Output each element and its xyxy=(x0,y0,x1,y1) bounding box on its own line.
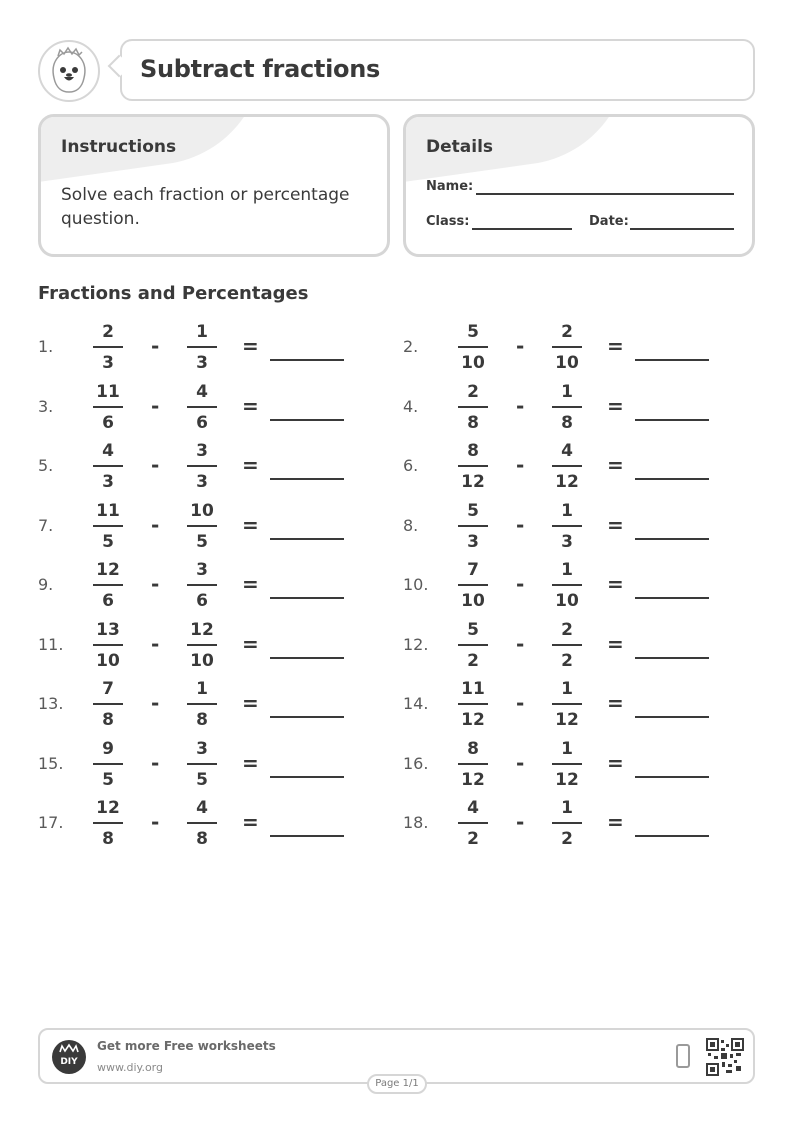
page-number-badge: Page 1/1 xyxy=(367,1074,427,1094)
denominator: 12 xyxy=(555,710,579,730)
answer-blank[interactable] xyxy=(270,657,344,659)
fraction-subtrahend xyxy=(187,500,217,553)
equals-sign: = xyxy=(242,750,259,775)
fraction-minuend xyxy=(458,619,488,672)
section-title: Fractions and Percentages xyxy=(38,283,309,304)
equals-sign: = xyxy=(242,631,259,656)
fraction-subtrahend xyxy=(552,738,582,791)
fraction-bar xyxy=(187,525,217,527)
equals-sign: = xyxy=(242,691,259,715)
date-field[interactable] xyxy=(630,228,734,230)
problem-number: 1. xyxy=(38,337,54,356)
minus-sign: - xyxy=(151,691,160,715)
instructions-panel xyxy=(38,114,390,257)
denominator: 5 xyxy=(102,531,114,552)
equals-sign: = xyxy=(607,810,624,834)
answer-blank[interactable] xyxy=(270,597,344,599)
problem-16 xyxy=(403,738,723,788)
numerator: 4 xyxy=(196,381,208,402)
numerator: 12 xyxy=(96,798,120,818)
denominator: 10 xyxy=(555,591,579,611)
fraction-minuend xyxy=(458,500,488,553)
numerator: 11 xyxy=(96,381,120,402)
numerator: 11 xyxy=(96,500,120,521)
minus-sign: - xyxy=(151,572,160,596)
fraction-bar xyxy=(552,584,582,586)
fraction-bar xyxy=(552,346,582,348)
fraction-minuend xyxy=(93,619,123,672)
numerator: 9 xyxy=(102,738,114,759)
fraction-subtrahend xyxy=(187,738,217,791)
denominator: 3 xyxy=(196,353,208,373)
mascot-drawing xyxy=(40,42,98,100)
diy-logo-drawing xyxy=(52,1040,86,1074)
answer-blank[interactable] xyxy=(270,359,344,361)
fraction-bar xyxy=(458,703,488,705)
denominator: 10 xyxy=(96,650,120,671)
problem-number: 17. xyxy=(38,813,64,832)
fraction-bar xyxy=(187,465,217,467)
numerator: 2 xyxy=(561,619,573,640)
fraction-bar xyxy=(187,703,217,705)
fraction-bar xyxy=(552,703,582,705)
problem-number: 9. xyxy=(38,575,54,594)
numerator: 3 xyxy=(196,738,208,759)
problem-number: 16. xyxy=(403,753,429,773)
minus-sign: - xyxy=(151,393,160,418)
fraction-subtrahend xyxy=(552,619,582,672)
numerator: 3 xyxy=(196,560,208,580)
denominator: 6 xyxy=(102,591,114,611)
fraction-bar xyxy=(187,406,217,408)
page-title: Subtract fractions xyxy=(140,55,380,83)
minus-sign: - xyxy=(516,750,525,775)
answer-blank[interactable] xyxy=(635,835,709,837)
answer-blank[interactable] xyxy=(635,716,709,718)
problem-1 xyxy=(38,321,358,371)
fraction-bar xyxy=(552,822,582,824)
numerator: 4 xyxy=(196,798,208,818)
fraction-bar xyxy=(458,644,488,646)
denominator: 8 xyxy=(196,829,208,849)
numerator: 1 xyxy=(561,798,573,818)
problem-15 xyxy=(38,738,358,788)
fraction-bar xyxy=(552,644,582,646)
problem-number: 13. xyxy=(38,694,64,713)
fraction-bar xyxy=(93,822,123,824)
equals-sign: = xyxy=(607,691,624,715)
numerator: 8 xyxy=(467,441,479,461)
denominator: 3 xyxy=(102,472,114,492)
answer-blank[interactable] xyxy=(270,478,344,480)
answer-blank[interactable] xyxy=(270,716,344,718)
denominator: 12 xyxy=(555,472,579,492)
minus-sign: - xyxy=(516,572,525,596)
problem-14 xyxy=(403,678,723,728)
fraction-bar xyxy=(187,346,217,348)
minus-sign: - xyxy=(151,810,160,834)
numerator: 4 xyxy=(102,441,114,461)
denominator: 10 xyxy=(555,353,579,373)
minus-sign: - xyxy=(151,750,160,775)
denominator: 5 xyxy=(196,531,208,552)
problem-number: 6. xyxy=(403,456,419,475)
fraction-bar xyxy=(187,822,217,824)
numerator: 5 xyxy=(467,500,479,521)
fraction-minuend xyxy=(93,500,123,553)
minus-sign: - xyxy=(151,512,160,537)
fraction-subtrahend xyxy=(552,440,582,493)
denominator: 12 xyxy=(461,769,485,790)
problem-number: 12. xyxy=(403,634,429,654)
fraction-bar xyxy=(458,584,488,586)
problem-number: 8. xyxy=(403,515,419,535)
fraction-bar xyxy=(93,644,123,646)
footer-promo-text: Get more Free worksheets xyxy=(97,1039,276,1053)
numerator: 1 xyxy=(561,381,573,402)
fraction-subtrahend xyxy=(187,797,217,850)
problem-number: 5. xyxy=(38,456,54,475)
numerator: 1 xyxy=(561,738,573,759)
denominator: 6 xyxy=(196,412,208,433)
answer-blank[interactable] xyxy=(635,657,709,659)
equals-sign: = xyxy=(242,393,259,418)
problem-17 xyxy=(38,797,358,847)
numerator: 1 xyxy=(561,500,573,521)
problem-number: 11. xyxy=(38,634,64,654)
problem-4 xyxy=(403,381,723,431)
fraction-subtrahend xyxy=(552,678,582,731)
numerator: 5 xyxy=(467,322,479,342)
fraction-minuend xyxy=(93,738,123,791)
fraction-bar xyxy=(93,584,123,586)
numerator: 2 xyxy=(561,322,573,342)
answer-blank[interactable] xyxy=(635,597,709,599)
numerator: 1 xyxy=(561,679,573,699)
denominator: 6 xyxy=(102,412,114,433)
fraction-minuend xyxy=(458,797,488,850)
problem-number: 4. xyxy=(403,396,419,416)
fraction-bar xyxy=(93,525,123,527)
problem-13 xyxy=(38,678,358,728)
minus-sign: - xyxy=(516,810,525,834)
denominator: 12 xyxy=(555,769,579,790)
equals-sign: = xyxy=(607,631,624,656)
answer-blank[interactable] xyxy=(270,835,344,837)
numerator: 13 xyxy=(96,619,120,640)
phone-scan-icon xyxy=(676,1044,690,1068)
fraction-subtrahend xyxy=(552,797,582,850)
denominator: 5 xyxy=(102,769,114,790)
problem-number: 14. xyxy=(403,694,429,713)
problem-number: 10. xyxy=(403,575,429,594)
answer-blank[interactable] xyxy=(270,419,344,421)
fraction-bar xyxy=(187,644,217,646)
equals-sign: = xyxy=(607,334,624,358)
fraction-minuend xyxy=(93,559,123,612)
qr-code-icon[interactable] xyxy=(706,1038,744,1076)
problem-number: 3. xyxy=(38,396,54,416)
yeti-mascot-icon xyxy=(38,40,100,102)
fraction-bar xyxy=(552,763,582,765)
answer-blank[interactable] xyxy=(270,538,344,540)
denominator: 8 xyxy=(467,412,479,433)
fraction-subtrahend xyxy=(187,381,217,434)
denominator: 10 xyxy=(190,650,214,671)
problem-3 xyxy=(38,381,358,431)
date-label: Date: xyxy=(589,214,629,229)
problem-6 xyxy=(403,440,723,490)
problem-9 xyxy=(38,559,358,609)
denominator: 8 xyxy=(102,829,114,849)
answer-blank[interactable] xyxy=(635,538,709,540)
denominator: 3 xyxy=(467,531,479,552)
class-label: Class: xyxy=(426,214,470,229)
numerator: 5 xyxy=(467,619,479,640)
fraction-subtrahend xyxy=(187,321,217,374)
details-panel xyxy=(403,114,755,257)
denominator: 8 xyxy=(561,412,573,433)
numerator: 1 xyxy=(196,322,208,342)
denominator: 12 xyxy=(461,710,485,730)
denominator: 10 xyxy=(461,591,485,611)
numerator: 2 xyxy=(102,322,114,342)
numerator: 7 xyxy=(467,560,479,580)
fraction-bar xyxy=(458,465,488,467)
fraction-minuend xyxy=(458,559,488,612)
fraction-subtrahend xyxy=(552,321,582,374)
denominator: 2 xyxy=(561,829,573,849)
equals-sign: = xyxy=(242,512,259,537)
numerator: 4 xyxy=(561,441,573,461)
numerator: 10 xyxy=(190,500,214,521)
minus-sign: - xyxy=(516,453,525,477)
fraction-subtrahend xyxy=(187,559,217,612)
problem-8 xyxy=(403,500,723,550)
fraction-subtrahend xyxy=(187,678,217,731)
fraction-minuend xyxy=(458,321,488,374)
minus-sign: - xyxy=(516,512,525,537)
fraction-bar xyxy=(458,346,488,348)
equals-sign: = xyxy=(607,393,624,418)
minus-sign: - xyxy=(516,631,525,656)
answer-blank[interactable] xyxy=(635,359,709,361)
fraction-minuend xyxy=(458,381,488,434)
fraction-subtrahend xyxy=(552,381,582,434)
denominator: 5 xyxy=(196,769,208,790)
problem-number: 2. xyxy=(403,337,419,356)
svg-text:DIY: DIY xyxy=(60,1057,78,1067)
denominator: 8 xyxy=(196,710,208,730)
fraction-bar xyxy=(458,525,488,527)
numerator: 8 xyxy=(467,738,479,759)
fraction-bar xyxy=(552,465,582,467)
minus-sign: - xyxy=(151,631,160,656)
answer-blank[interactable] xyxy=(270,776,344,778)
fraction-minuend xyxy=(458,678,488,731)
answer-blank[interactable] xyxy=(635,419,709,421)
details-heading: Details xyxy=(426,137,494,157)
problem-10 xyxy=(403,559,723,609)
instructions-heading: Instructions xyxy=(61,137,177,157)
problem-number: 18. xyxy=(403,813,429,832)
fraction-bar xyxy=(93,346,123,348)
equals-sign: = xyxy=(242,810,259,834)
denominator: 12 xyxy=(461,472,485,492)
equals-sign: = xyxy=(607,512,624,537)
minus-sign: - xyxy=(516,334,525,358)
equals-sign: = xyxy=(242,334,259,358)
denominator: 2 xyxy=(467,829,479,849)
problem-number: 7. xyxy=(38,515,54,535)
fraction-bar xyxy=(458,822,488,824)
denominator: 3 xyxy=(561,531,573,552)
numerator: 11 xyxy=(461,679,485,699)
numerator: 7 xyxy=(102,679,114,699)
fraction-bar xyxy=(552,525,582,527)
fraction-minuend xyxy=(93,440,123,493)
denominator: 3 xyxy=(196,472,208,492)
denominator: 10 xyxy=(461,353,485,373)
fraction-bar xyxy=(93,763,123,765)
numerator: 3 xyxy=(196,441,208,461)
equals-sign: = xyxy=(607,750,624,775)
fraction-bar xyxy=(552,406,582,408)
denominator: 6 xyxy=(196,591,208,611)
name-label: Name: xyxy=(426,179,474,194)
numerator: 2 xyxy=(467,381,479,402)
minus-sign: - xyxy=(151,453,160,477)
fraction-subtrahend xyxy=(552,559,582,612)
problem-5 xyxy=(38,440,358,490)
problem-7 xyxy=(38,500,358,550)
equals-sign: = xyxy=(607,572,624,596)
fraction-bar xyxy=(458,763,488,765)
fraction-minuend xyxy=(93,678,123,731)
problem-18 xyxy=(403,797,723,847)
fraction-minuend xyxy=(93,797,123,850)
numerator: 12 xyxy=(96,560,120,580)
problem-11 xyxy=(38,619,358,669)
minus-sign: - xyxy=(151,334,160,358)
fraction-subtrahend xyxy=(187,619,217,672)
problem-12 xyxy=(403,619,723,669)
fraction-minuend xyxy=(93,321,123,374)
numerator: 12 xyxy=(190,619,214,640)
numerator: 4 xyxy=(467,798,479,818)
equals-sign: = xyxy=(607,453,624,477)
answer-blank[interactable] xyxy=(635,776,709,778)
minus-sign: - xyxy=(516,691,525,715)
fraction-minuend xyxy=(458,738,488,791)
fraction-bar xyxy=(93,703,123,705)
equals-sign: = xyxy=(242,453,259,477)
fraction-bar xyxy=(93,465,123,467)
fraction-bar xyxy=(93,406,123,408)
problem-2 xyxy=(403,321,723,371)
fraction-subtrahend xyxy=(187,440,217,493)
problem-number: 15. xyxy=(38,753,64,773)
denominator: 8 xyxy=(102,710,114,730)
diy-logo-icon[interactable] xyxy=(52,1040,86,1074)
instructions-text: Solve each fraction or percentage question. xyxy=(61,185,350,229)
fraction-minuend xyxy=(93,381,123,434)
numerator: 1 xyxy=(561,560,573,580)
equals-sign: = xyxy=(242,572,259,596)
fraction-minuend xyxy=(458,440,488,493)
answer-blank[interactable] xyxy=(635,478,709,480)
minus-sign: - xyxy=(516,393,525,418)
class-field[interactable] xyxy=(472,228,572,230)
denominator: 3 xyxy=(102,353,114,373)
numerator: 1 xyxy=(196,679,208,699)
denominator: 2 xyxy=(467,650,479,671)
denominator: 2 xyxy=(561,650,573,671)
title-box xyxy=(120,39,755,101)
fraction-subtrahend xyxy=(552,500,582,553)
fraction-bar xyxy=(187,763,217,765)
name-field[interactable] xyxy=(476,193,734,195)
footer-url-link[interactable]: www.diy.org xyxy=(97,1061,163,1074)
fraction-bar xyxy=(458,406,488,408)
fraction-bar xyxy=(187,584,217,586)
